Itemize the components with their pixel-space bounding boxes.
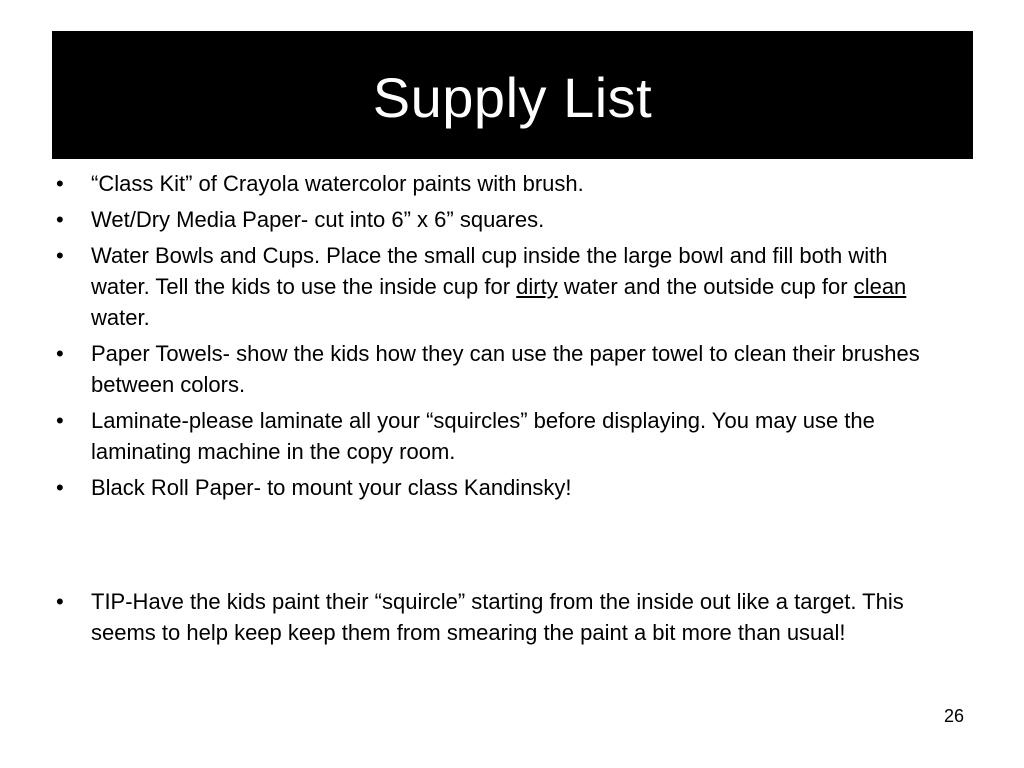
supply-item-paper-towels: Paper Towels- show the kids how they can use the paper towel to clean their brushes between colors. (91, 341, 920, 397)
water-bowls-text-start: Water Bowls and Cups. Place the small cup inside the large bowl and fill both with water. Tell the kids to use the inside cup for (91, 243, 888, 299)
bullet-icon: • (56, 408, 64, 433)
tip-text: TIP-Have the kids paint their “squircle” starting from the inside out like a target. This seems to help keep keep them from smearing the paint a bit more than usual! (91, 589, 904, 645)
list-item (52, 240, 952, 333)
water-bowls-text-end: water. (91, 305, 150, 330)
bullet-icon: • (56, 341, 64, 366)
supply-item-class-kit: “Class Kit” of Crayola watercolor paints with brush. (91, 171, 584, 196)
supply-item-paper: Wet/Dry Media Paper- cut into 6” x 6” squares. (91, 207, 545, 232)
bullet-icon: • (56, 171, 64, 196)
water-bowls-text-middle: water and the outside cup for (557, 274, 854, 299)
tip-list (52, 586, 952, 653)
list-item (52, 472, 952, 503)
list-item (52, 204, 952, 235)
supply-item-water-bowls (91, 243, 906, 330)
list-item (52, 338, 952, 400)
supply-list (52, 168, 952, 508)
dirty-emphasis: dirty (516, 274, 558, 299)
bullet-icon: • (56, 207, 64, 232)
list-item (52, 405, 952, 467)
bullet-icon: • (56, 589, 64, 614)
slide-title: Supply List (372, 66, 653, 129)
supply-item-black-roll-paper: Black Roll Paper- to mount your class Kandinsky! (91, 475, 572, 500)
bullet-icon: • (56, 475, 64, 500)
page-number: 26 (943, 706, 964, 726)
list-item (52, 586, 952, 648)
bullet-icon: • (56, 243, 64, 268)
list-item (52, 168, 952, 199)
title-banner (52, 31, 973, 159)
clean-emphasis: clean (853, 274, 907, 299)
supply-item-laminate: Laminate-please laminate all your “squircles” before displaying. You may use the laminating machine in the copy room. (91, 408, 875, 464)
